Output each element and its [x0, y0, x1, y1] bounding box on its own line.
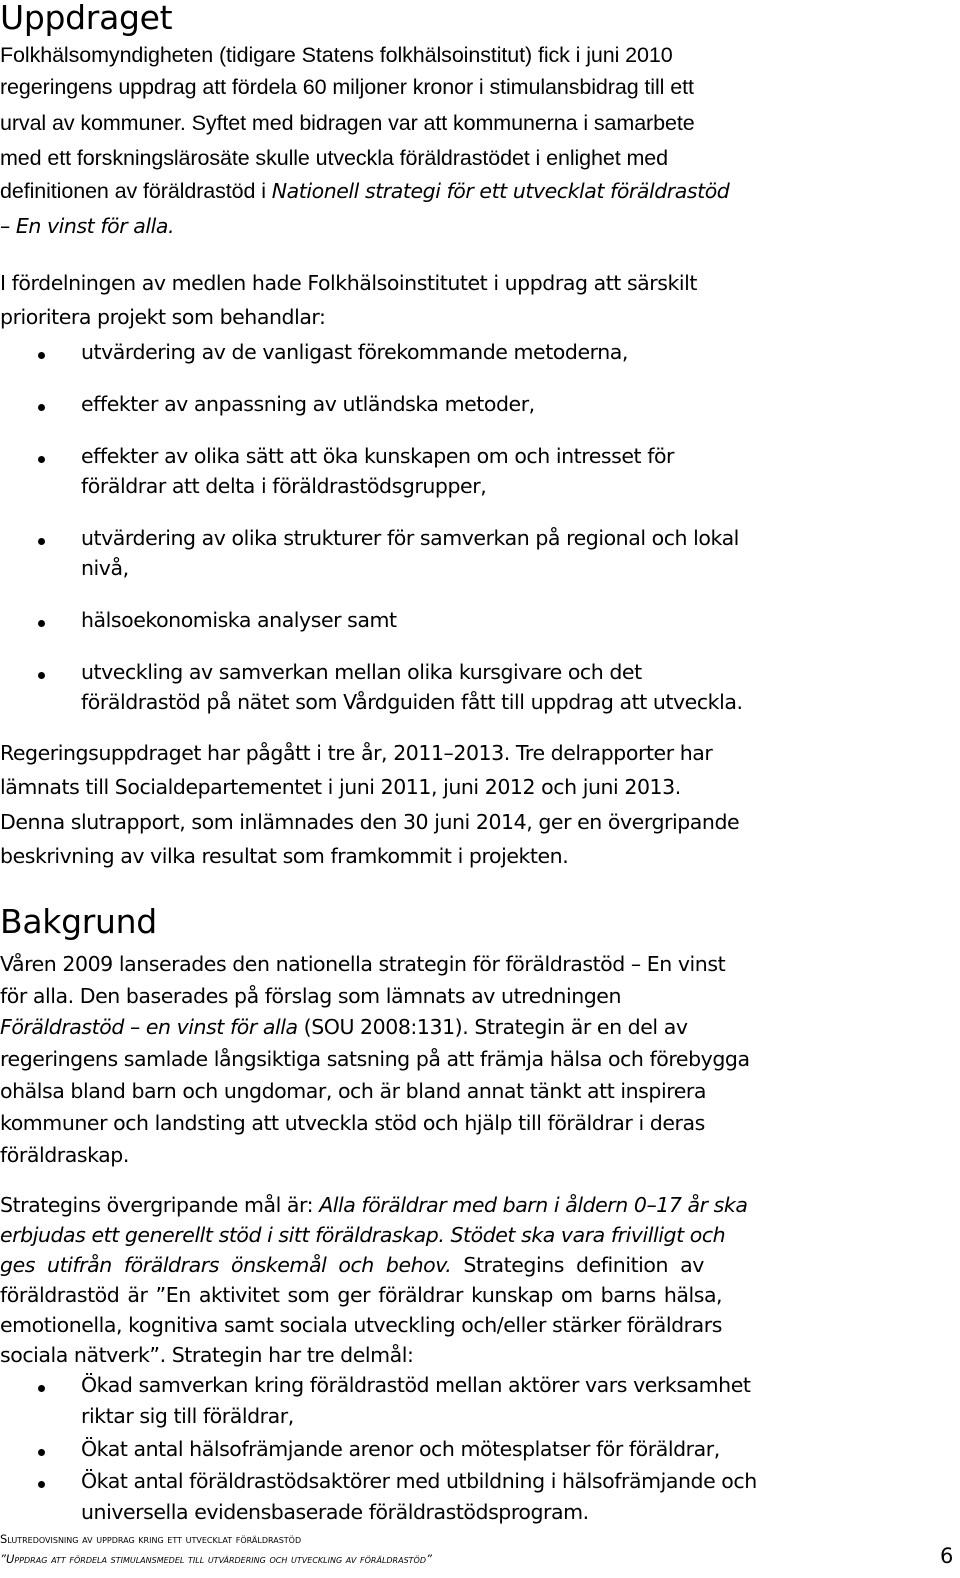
list-item: Ökat antal hälsofrämjande arenor och mötesplatser för föräldrar, [81, 1437, 720, 1461]
paragraph-line: föräldrastöd är ”En aktivitet som ger föräldrar kunskap om barns hälsa, [0, 1283, 723, 1307]
paragraph-line: Folkhälsomyndigheten (tidigare Statens folkhälsoinstitut) fick i juni 2010 [0, 43, 673, 67]
goal-italic: Alla föräldrar med barn i åldern 0–17 år ska [319, 1193, 748, 1217]
footer-assignment-title: ”Uppdrag att fördela stimulansmedel till utvärdering och utveckling av föräldrastöd” [0, 1552, 432, 1566]
paragraph-line: regeringens samlade långsiktiga satsning på att främja hälsa och förebygga [0, 1047, 750, 1071]
strategy-subtitle-italic: – En vinst för alla. [0, 214, 175, 238]
bullet-dot [38, 352, 45, 359]
paragraph-line: urval av kommuner. Syftet med bidragen var att kommunerna i samarbete [0, 111, 695, 135]
goal-italic: ges utifrån föräldrars önskemål och behov. [0, 1253, 452, 1277]
paragraph-line: sociala nätverk”. Strategin har tre delmål: [0, 1343, 414, 1367]
list-item-continuation: universella evidensbaserade föräldrastödsprogram. [81, 1500, 589, 1524]
bullet-dot [38, 620, 45, 627]
paragraph-line: I fördelningen av medlen hade Folkhälsoinstitutet i uppdrag att särskilt [0, 271, 697, 295]
paragraph-line [0, 176, 729, 206]
paragraph-line: Våren 2009 lanserades den nationella strategin för föräldrastöd – En vinst [0, 952, 726, 976]
text-run: definitionen av föräldrastöd i [0, 179, 272, 203]
list-item: hälsoekonomiska analyser samt [81, 608, 397, 632]
paragraph-line: beskrivning av vilka resultat som framkommit i projekten. [0, 844, 569, 868]
list-item: utveckling av samverkan mellan olika kursgivare och det [81, 660, 642, 684]
paragraph-line: Denna slutrapport, som inlämnades den 30 juni 2014, ger en övergripande [0, 810, 740, 834]
paragraph-line [0, 1012, 688, 1042]
bullet-dot [38, 538, 45, 545]
list-item: utvärdering av de vanligast förekommande metoderna, [81, 340, 628, 364]
paragraph-line: för alla. Den baserades på förslag som lämnats av utredningen [0, 984, 622, 1008]
list-item: effekter av olika sätt att öka kunskapen om och intresset för [81, 444, 675, 468]
paragraph-line [0, 1250, 704, 1280]
list-item-continuation: föräldrar att delta i föräldrastödsgrupper, [81, 474, 487, 498]
paragraph-line: Regeringsuppdraget har pågått i tre år, 2011–2013. Tre delrapporter har [0, 741, 713, 765]
list-item: utvärdering av olika strukturer för samverkan på regional och lokal [81, 526, 739, 550]
list-item-continuation: föräldrastöd på nätet som Vårdguiden fått till uppdrag att utveckla. [81, 690, 743, 714]
section-heading-bakgrund: Bakgrund [0, 902, 157, 941]
text-run: (SOU 2008:131). Strategin är en del av [297, 1015, 688, 1039]
list-item-continuation: riktar sig till föräldrar, [81, 1404, 294, 1428]
list-item: Ökad samverkan kring föräldrastöd mellan aktörer vars verksamhet [81, 1373, 751, 1397]
paragraph-line: emotionella, kognitiva samt sociala utveckling och/eller stärker föräldrars [0, 1313, 722, 1337]
paragraph-line: ohälsa bland barn och ungdomar, och är bland annat tänkt att inspirera [0, 1079, 706, 1103]
paragraph-line [0, 1190, 747, 1220]
bullet-dot [38, 404, 45, 411]
paragraph-line: lämnats till Socialdepartementet i juni 2011, juni 2012 och juni 2013. [0, 775, 681, 799]
bullet-dot [38, 1449, 45, 1456]
strategy-title-italic: Nationell strategi för ett utvecklat föräldrastöd [271, 179, 730, 203]
section-heading-uppdraget: Uppdraget [0, 0, 173, 37]
bullet-dot [38, 1481, 45, 1488]
paragraph-line: föräldraskap. [0, 1143, 129, 1167]
bullet-dot [38, 1385, 45, 1392]
text-run: Strategins definition av [451, 1253, 704, 1277]
paragraph-line: kommuner och landsting att utveckla stöd och hjälp till föräldrar i deras [0, 1111, 705, 1135]
paragraph-line: prioritera projekt som behandlar: [0, 305, 326, 329]
paragraph-line: med ett forskningslärosäte skulle utveckla föräldrastödet i enlighet med [0, 146, 669, 170]
list-item-continuation: nivå, [81, 556, 129, 580]
report-title-italic: Föräldrastöd – en vinst för alla [0, 1015, 298, 1039]
text-run: Strategins övergripande mål är: [0, 1193, 320, 1217]
list-item: Ökat antal föräldrastödsaktörer med utbildning i hälsofrämjande och [81, 1469, 757, 1493]
page-number: 6 [940, 1544, 954, 1568]
bullet-dot [38, 456, 45, 463]
goal-italic-line: erbjudas ett generellt stöd i sitt föräldraskap. Stödet ska vara frivilligt och [0, 1223, 726, 1247]
bullet-dot [38, 672, 45, 679]
footer-report-title: Slutredovisning av uppdrag kring ett utvecklat föräldrastöd [0, 1532, 302, 1546]
paragraph-line: regeringens uppdrag att fördela 60 miljoner kronor i stimulansbidrag till ett [0, 75, 694, 99]
list-item: effekter av anpassning av utländska metoder, [81, 392, 535, 416]
